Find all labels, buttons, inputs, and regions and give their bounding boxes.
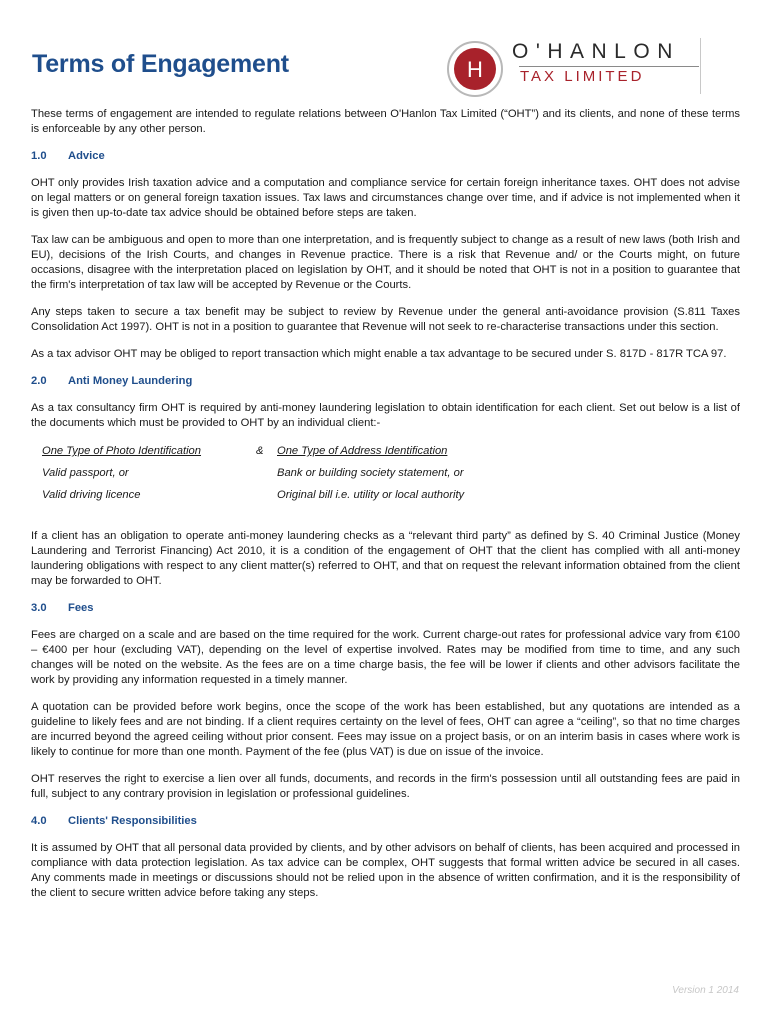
section-heading-fees: 3.0 Fees [31, 602, 94, 614]
logo-subtitle: TAX LIMITED [520, 68, 645, 85]
photo-id-item: Valid driving licence [42, 489, 141, 501]
photo-id-header: One Type of Photo Identification [42, 445, 202, 457]
ampersand: & [256, 445, 264, 457]
page-title: Terms of Engagement [32, 50, 289, 78]
fees-paragraph: OHT reserves the right to exercise a lien over all funds, documents, and records in the firm's possession until all outstanding fees are paid in full, subject to any contrary provision in legislation or professional guidelines. [31, 773, 740, 800]
advice-paragraph: Tax law can be ambiguous and open to more than one interpretation, and is frequently subject to change as a result of new laws (both Irish and EU), decisions of the Irish Courts, and changes in Revenue practice. There is a risk that Revenue and/ or the Courts might, on future occasions, disagree with the interpretation placed on legislation by OHT, and it should be noted that OHT is not in a position to guarantee that the firm's interpretation of tax law will be accepted by Revenue or the Courts. [31, 234, 740, 291]
photo-id-item: Valid passport, or [42, 467, 129, 479]
address-id-item: Bank or building society statement, or [277, 467, 464, 479]
advice-paragraph: Any steps taken to secure a tax benefit may be subject to review by Revenue under the general anti-avoidance provision (S.811 Taxes Consolidation Act 1997). OHT is not in a position to guarantee that Revenue will not seek to re-characterise transactions under this section. [31, 306, 740, 333]
document-body [31, 107, 740, 913]
address-id-header: One Type of Address Identification [277, 445, 448, 457]
logo-divider [519, 66, 699, 67]
logo-emblem-icon [446, 40, 504, 98]
section-heading-advice: 1.0 Advice [31, 150, 105, 162]
aml-paragraph: If a client has an obligation to operate anti-money laundering checks as a “relevant third party” as defined by S. 40 Criminal Justice (Money Laundering and Terrorist Financing) Act 2010, it is a condition of the engagement of OHT that the client has complied with all anti-money laundering obligations with respect to any client matter(s) referred to OHT, and that on request the relevant information obtained from the client may be forwarded to OHT. [31, 530, 740, 587]
id-table-header [31, 443, 740, 465]
fees-paragraph: A quotation can be provided before work begins, once the scope of the work has been established, but any quotations are intended as a guideline to likely fees and are not binding. If a client requires certainty on the level of fees, OHT can agree a “ceiling”, so that no time charges are incurred beyond the agreed ceiling without prior consent. Fees may issue on a project basis, or on an interim basis in cases where work is likely to continue for more than one month. Payment of the fee (plus VAT) is due on issue of the invoice. [31, 701, 740, 758]
fees-paragraph: Fees are charged on a scale and are based on the time required for the work. Current charge-out rates for professional advice vary from €100 – €400 per hour (excluding VAT), depending on the level of expertise involved. Rates may be modified from time to time, and any such changes will be noted on the website. As the fees are on a time charge basis, the fee will be lower if clients and other advisors facilitate the work by providing any information requested in a timely manner. [31, 629, 740, 686]
id-table-row [31, 487, 740, 509]
identification-table [31, 443, 740, 509]
intro-paragraph: These terms of engagement are intended to regulate relations between O'Hanlon Tax Limited (“OHT”) and its clients, and none of these terms is enforceable by any other person. [31, 108, 740, 135]
id-table-row [31, 465, 740, 487]
logo-name: O'HANLON [512, 40, 680, 63]
logo-letter: H [467, 57, 483, 82]
address-id-item: Original bill i.e. utility or local authority [277, 489, 465, 501]
responsibilities-paragraph: It is assumed by OHT that all personal data provided by clients, and by other advisors on behalf of clients, has been acquired and processed in compliance with data protection legislation. As tax advice can be complex, OHT suggests that formal written advice be secured in all cases. Any comments made in meetings or discussions should not be relied upon in the absence of written confirmation, and it is the responsibility of the client to secure written advice before taking any steps. [31, 842, 740, 899]
section-heading-aml: 2.0 Anti Money Laundering [31, 375, 193, 387]
logo-vertical-rule [700, 38, 701, 94]
version-label: Version 1 2014 [672, 985, 739, 996]
advice-paragraph: OHT only provides Irish taxation advice and a computation and compliance service for certain foreign inheritance taxes. OHT does not advise on legal matters or on general foreign taxation issues. Tax laws and circumstances change over time, and if advice is not implemented when it is given then up-to-date tax advice should be obtained before steps are taken. [31, 177, 740, 219]
aml-paragraph: As a tax consultancy firm OHT is required by anti-money laundering legislation to obtain identification for each client. Set out below is a list of the documents which must be provided to OHT by an individual client:- [31, 402, 740, 429]
advice-paragraph: As a tax advisor OHT may be obliged to report transaction which might enable a tax advantage to be secured under S. 817D - 817R TCA 97. [31, 348, 727, 360]
section-heading-responsibilities: 4.0 Clients' Responsibilities [31, 815, 197, 827]
company-logo [446, 38, 708, 100]
